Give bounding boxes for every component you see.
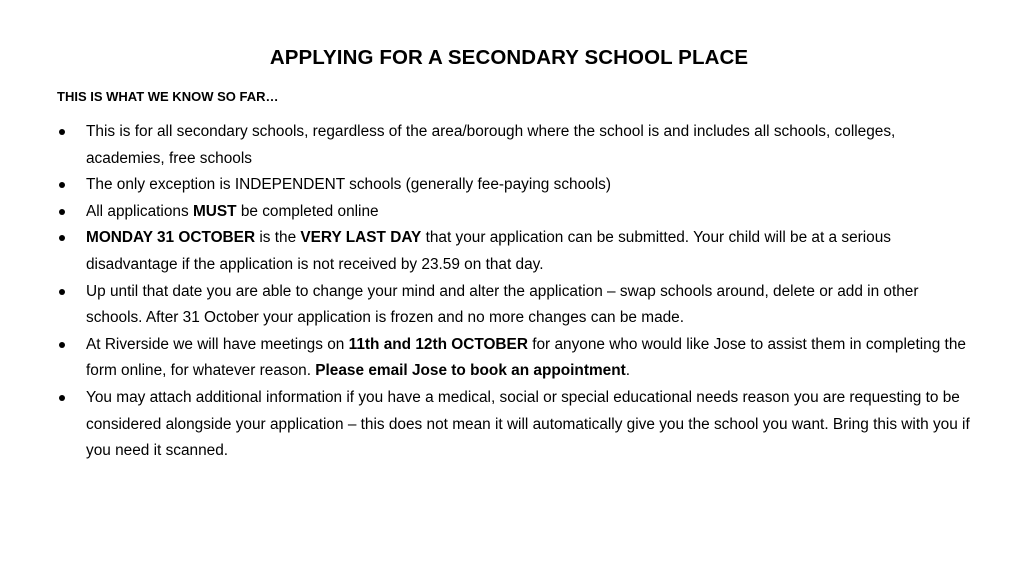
bullet-text-segment: This is for all secondary schools, regardless of the area/borough where the school is and includes all schools, colleges, academies, free schools	[86, 123, 896, 167]
bullet-bold-segment: MONDAY 31 OCTOBER	[86, 229, 256, 247]
bullet-dot-icon	[59, 342, 65, 348]
bullet-text-segment: for anyone who would like Jose to assist them in completing the form online, for whatever reason.	[86, 335, 966, 380]
bullet-text-segment: The only exception is INDEPENDENT schools (generally fee-paying schools)	[86, 176, 611, 194]
bullet-item	[57, 385, 972, 465]
bullet-dot-icon	[59, 129, 65, 135]
bullet-dot-icon	[59, 209, 65, 215]
bullet-item	[57, 199, 972, 226]
bullet-item	[57, 225, 972, 278]
bullet-text-segment: You may attach additional information if you have a medical, social or special educational needs reason you are requesting to be considered alongside your application – this does not mean it will automatically give you the school you want. Bring this with you if you need it scanned.	[86, 388, 970, 460]
bullet-text-segment: that your application can be submitted. Your child will be at a serious disadvantage if the application is not received by 23.59 on that day.	[86, 229, 891, 273]
bullet-dot-icon	[59, 395, 65, 401]
bullet-text-segment: At Riverside we will have meetings on	[86, 335, 349, 353]
bullet-text-segment: All applications	[86, 202, 193, 220]
slide-subtitle: THIS IS WHAT WE KNOW SO FAR…	[57, 89, 279, 104]
bullet-list	[57, 119, 972, 465]
bullet-dot-icon	[59, 289, 65, 295]
bullet-bold-segment: VERY LAST DAY	[300, 229, 422, 247]
slide-title: APPLYING FOR A SECONDARY SCHOOL PLACE	[269, 46, 749, 69]
bullet-item	[57, 172, 972, 199]
bullet-item	[57, 119, 972, 172]
bullet-dot-icon	[59, 182, 65, 188]
bullet-bold-segment: MUST	[192, 202, 237, 220]
bullet-text-segment: Up until that date you are able to change your mind and alter the application – swap schools around, delete or add in other schools. After 31 October your application is frozen and no more changes can be made.	[86, 282, 919, 327]
bullet-text-segment: .	[625, 362, 631, 380]
bullet-text-segment: is the	[255, 229, 301, 247]
bullet-dot-icon	[59, 235, 65, 241]
bullet-item	[57, 279, 972, 332]
bullet-text-segment: be completed online	[236, 202, 379, 220]
bullet-item	[57, 332, 972, 385]
bullet-bold-segment: 11th and 12th OCTOBER	[348, 335, 528, 353]
bullet-bold-segment: Please email Jose to book an appointment	[315, 362, 626, 380]
